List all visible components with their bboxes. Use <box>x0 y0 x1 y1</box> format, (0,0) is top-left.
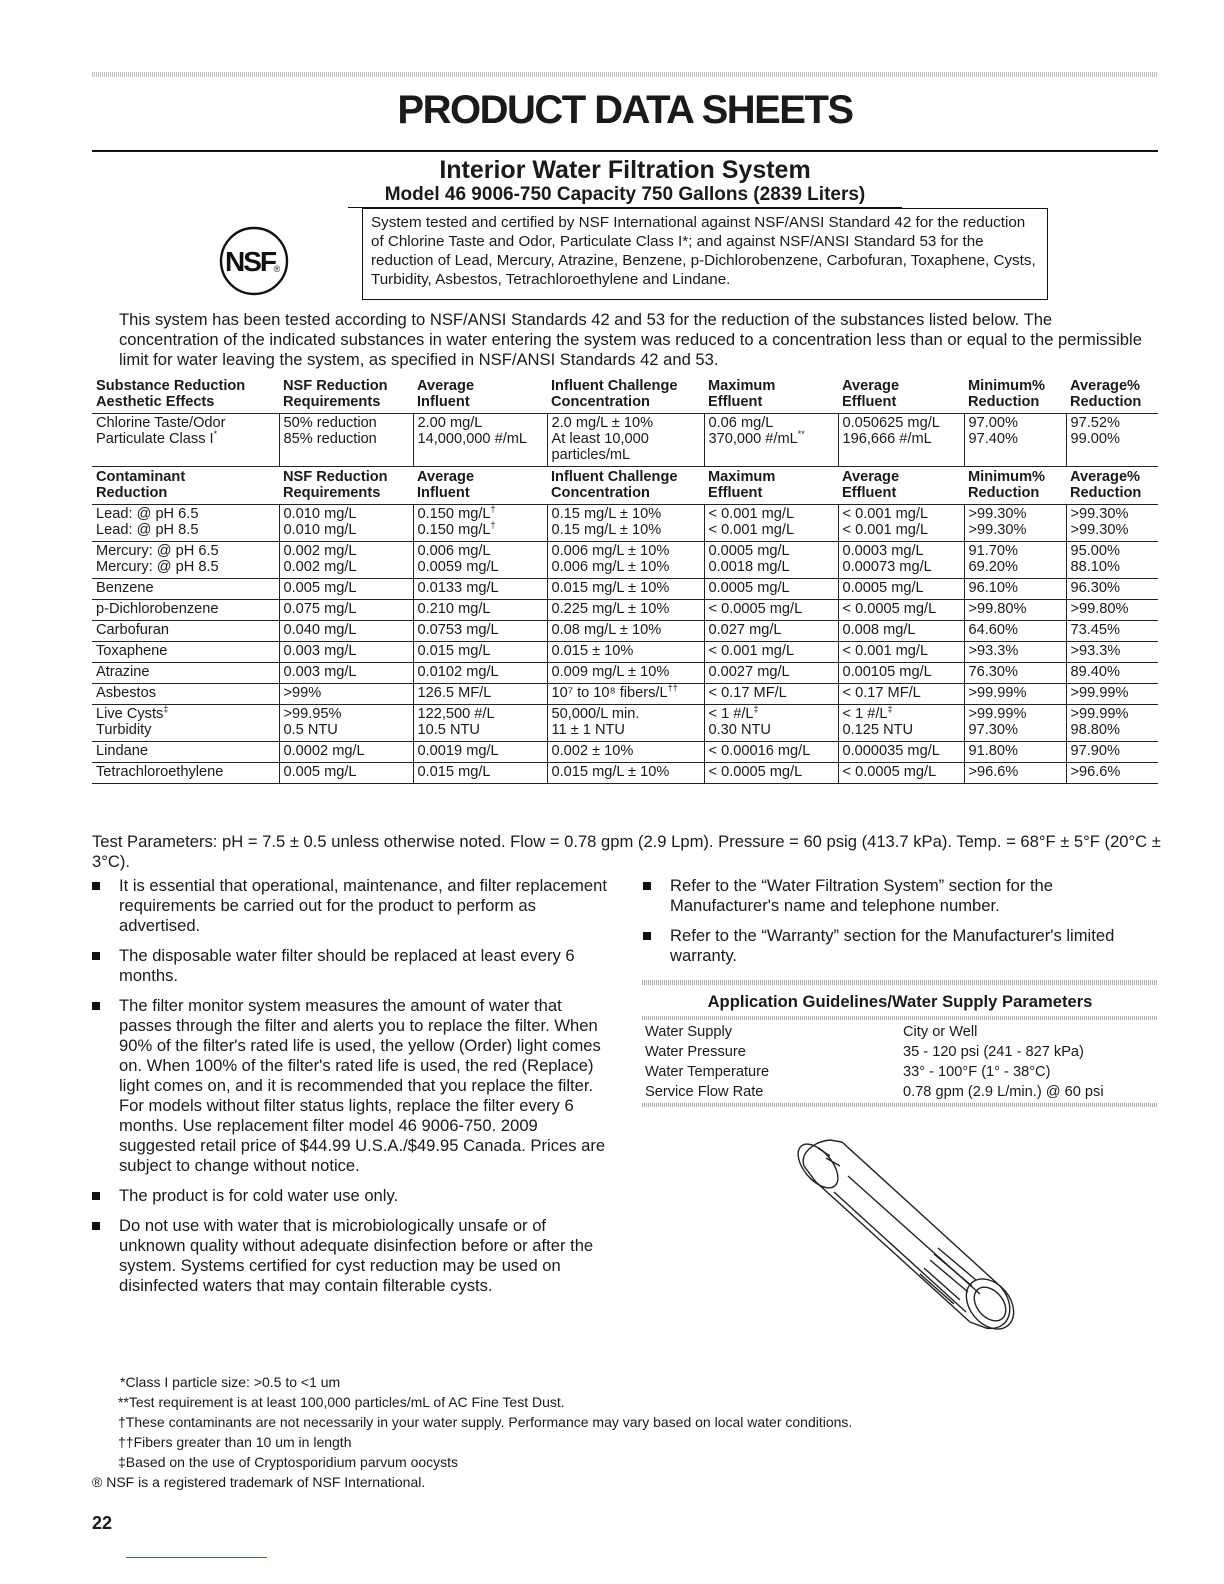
table-row-cell: 95.00% 88.10% <box>1066 542 1158 579</box>
table-row-cell: 0.0005 mg/L 0.0018 mg/L <box>704 542 838 579</box>
table-row-cell: 0.006 mg/L 0.0059 mg/L <box>413 542 547 579</box>
bullet-text: Do not use with water that is microbiologically unsafe or of unknown quality without adequate disinfection before or after the system. Systems certified for cyst reduction may be used on disinfected waters that may contain filterable cysts. <box>119 1216 594 1295</box>
table-row-cell: Asbestos <box>92 684 279 705</box>
application-cell: Water Supply <box>645 1024 733 1040</box>
application-cell: 35 - 120 psi (241 - 827 kPa) <box>903 1044 1084 1060</box>
table-row-cell: 126.5 MF/L <box>413 684 547 705</box>
table-row-cell: >93.3% <box>964 642 1066 663</box>
table-row-cell: 0.0102 mg/L <box>413 663 547 684</box>
table-header-row-cell: Average Effluent <box>838 376 964 414</box>
table-header-row-cell: Influent Challenge Concentration <box>547 467 704 505</box>
table-row-cell: 0.015 ± 10% <box>547 642 704 663</box>
table-row-cell: >96.6% <box>1066 763 1158 784</box>
nsf-logo-text: NSF <box>225 246 275 277</box>
table-row-cell: 0.050625 mg/L 196,666 #/mL <box>838 414 964 467</box>
table-row-cell: 0.0002 mg/L <box>279 742 413 763</box>
application-row <box>642 1042 1158 1062</box>
table-header-row-cell: Influent Challenge Concentration <box>547 376 704 414</box>
table-row-cell: >99.99% <box>964 684 1066 705</box>
table-row-cell: 0.150 mg/L† 0.150 mg/L† <box>413 505 547 542</box>
application-cell: City or Well <box>903 1024 978 1040</box>
table-row-cell: 122,500 #/L 10.5 NTU <box>413 705 547 742</box>
table-row-cell: 50% reduction 85% reduction <box>279 414 413 467</box>
table-row-cell: Carbofuran <box>92 621 279 642</box>
table-row-cell: Mercury: @ pH 6.5 Mercury: @ pH 8.5 <box>92 542 279 579</box>
table-row-cell: 0.0003 mg/L 0.00073 mg/L <box>838 542 964 579</box>
bullet-list-right <box>643 876 1163 976</box>
table-row-cell: >99.80% <box>1066 600 1158 621</box>
table-row-cell: 0.225 mg/L ± 10% <box>547 600 704 621</box>
footnote: †These contaminants are not necessarily in your water supply. Performance may vary based on local water conditions. <box>118 1414 853 1430</box>
table-row-cell: < 0.001 mg/L <box>838 642 964 663</box>
table-row <box>92 505 1158 542</box>
table-header-row-cell: NSF Reduction Requirements <box>279 467 413 505</box>
table-row-cell: 0.006 mg/L ± 10% 0.006 mg/L ± 10% <box>547 542 704 579</box>
table-row-cell: >99.30% >99.30% <box>964 505 1066 542</box>
table-row <box>92 600 1158 621</box>
square-bullet-icon <box>92 952 100 960</box>
footnotes <box>92 1372 1162 1492</box>
table-row-cell: 50,000/L min. 11 ± 1 NTU <box>547 705 704 742</box>
top-dotted-rule <box>92 72 1158 77</box>
table-row-cell: 97.00% 97.40% <box>964 414 1066 467</box>
bullet-item <box>92 996 607 1176</box>
table-row-cell: 0.000035 mg/L <box>838 742 964 763</box>
application-table <box>642 1022 1158 1102</box>
table-row-cell: Chlorine Taste/Odor Particulate Class I* <box>92 414 279 467</box>
table-header-row-cell: NSF Reduction Requirements <box>279 376 413 414</box>
table-row-cell: 97.52% 99.00% <box>1066 414 1158 467</box>
table-row-cell: < 0.00016 mg/L <box>704 742 838 763</box>
table-row-cell: 0.010 mg/L 0.010 mg/L <box>279 505 413 542</box>
certification-box: System tested and certified by NSF International against NSF/ANSI Standard 42 for the reduction of Chlorine Taste and Odor, Particulate Class I*; and against NSF/ANSI Standard 53 for the reduction of Lead, Mercury, Atrazine, Benzene, p-Dichlorobenzene, Carbofuran, Toxaphene, Cysts, Turbidity, Asbestos, Tetrachloroethylene and Lindane. <box>362 208 1048 300</box>
table-row <box>92 542 1158 579</box>
square-bullet-icon <box>92 1222 100 1230</box>
table-row-cell: 0.0019 mg/L <box>413 742 547 763</box>
table-row-cell: 0.009 mg/L ± 10% <box>547 663 704 684</box>
table-row-cell: < 0.001 mg/L < 0.001 mg/L <box>704 505 838 542</box>
table-header-row-cell: Minimum% Reduction <box>964 467 1066 505</box>
app-bottom-rule <box>642 1103 1158 1107</box>
table-row-cell: 0.027 mg/L <box>704 621 838 642</box>
table-row <box>92 621 1158 642</box>
table-row-cell: 0.015 mg/L ± 10% <box>547 579 704 600</box>
nsf-logo-mark: ® <box>273 264 281 274</box>
table-header-row-cell: Maximum Effluent <box>704 376 838 414</box>
bullet-item <box>643 926 1163 966</box>
table-header-row-cell: Average% Reduction <box>1066 467 1158 505</box>
table-row-cell: 0.008 mg/L <box>838 621 964 642</box>
table-row <box>92 763 1158 784</box>
bullet-text: Refer to the “Water Filtration System” section for the Manufacturer's name and telephone number. <box>670 876 1054 915</box>
table-row-cell: < 0.17 MF/L <box>838 684 964 705</box>
table-row-cell: < 1 #/L‡ 0.30 NTU <box>704 705 838 742</box>
table-row-cell: < 0.0005 mg/L <box>704 600 838 621</box>
table-row-cell: 0.015 mg/L ± 10% <box>547 763 704 784</box>
application-cell: 0.78 gpm (2.9 L/min.) @ 60 psi <box>903 1084 1104 1100</box>
application-row <box>642 1062 1158 1082</box>
table-row-cell: 97.90% <box>1066 742 1158 763</box>
table-row-cell: >99.30% >99.30% <box>1066 505 1158 542</box>
table-row-cell: Lindane <box>92 742 279 763</box>
square-bullet-icon <box>92 1002 100 1010</box>
bullet-text: Refer to the “Warranty” section for the Manufacturer's limited warranty. <box>670 926 1115 965</box>
table-header-row-cell: Minimum% Reduction <box>964 376 1066 414</box>
bullet-text: The filter monitor system measures the amount of water that passes through the filter and alerts you to replace the filter. When 90% of the filter's rated life is used, the yellow (Order) light comes on. When 100% of the filter's rated life is used, the red (Replace) light comes on, and it is recommended that you replace the filter. For models without filter status lights, replace the filter every 6 months. Use replacement filter model 46 9006-750. 2009 suggested retail price of $44.99 U.S.A./$49.95 Canada. Prices are subject to change without notice. <box>119 996 606 1175</box>
table-row-cell: 0.00105 mg/L <box>838 663 964 684</box>
table-header-row-cell: Average Influent <box>413 376 547 414</box>
table-row-cell: >96.6% <box>964 763 1066 784</box>
model-line: Model 46 9006-750 Capacity 750 Gallons (2839 Liters) <box>384 184 866 205</box>
footnote: ® NSF is a registered trademark of NSF International. <box>92 1474 426 1490</box>
table-row-cell: 0.002 mg/L 0.002 mg/L <box>279 542 413 579</box>
table-row-cell: 0.0005 mg/L <box>838 579 964 600</box>
table-row-cell: 73.45% <box>1066 621 1158 642</box>
table-row-cell: 0.003 mg/L <box>279 642 413 663</box>
table-row-cell: 96.10% <box>964 579 1066 600</box>
application-cell: Water Pressure <box>645 1044 746 1060</box>
footnote: **Test requirement is at least 100,000 particles/mL of AC Fine Test Dust. <box>118 1394 565 1410</box>
table-row-cell: 0.005 mg/L <box>279 763 413 784</box>
square-bullet-icon <box>92 882 100 890</box>
bullet-item <box>92 946 607 986</box>
table-row-cell: 10⁷ to 10⁸ fibers/L†† <box>547 684 704 705</box>
table-row-cell: 0.0133 mg/L <box>413 579 547 600</box>
table-row <box>92 684 1158 705</box>
bullet-item <box>92 1216 607 1296</box>
water-filter-cartridge-icon <box>790 1136 1030 1332</box>
table-row-cell: 0.08 mg/L ± 10% <box>547 621 704 642</box>
table-row-cell: 96.30% <box>1066 579 1158 600</box>
table-row-cell: 0.015 mg/L <box>413 642 547 663</box>
table-header-row-cell: Contaminant Reduction <box>92 467 279 505</box>
table-row-cell: Live Cysts‡ Turbidity <box>92 705 279 742</box>
table-row-cell: 2.00 mg/L 14,000,000 #/mL <box>413 414 547 467</box>
table-row-cell: 91.70% 69.20% <box>964 542 1066 579</box>
table-row-cell: < 0.001 mg/L < 0.001 mg/L <box>838 505 964 542</box>
table-row-cell: >99.99% 98.80% <box>1066 705 1158 742</box>
table-row-cell: >99.95% 0.5 NTU <box>279 705 413 742</box>
footnote: ‡Based on the use of Cryptosporidium parvum oocysts <box>118 1454 459 1470</box>
bullet-text: The disposable water filter should be replaced at least every 6 months. <box>119 946 575 985</box>
table-row-cell: 0.005 mg/L <box>279 579 413 600</box>
system-title: Interior Water Filtration System <box>439 156 811 184</box>
table-row-cell: 0.003 mg/L <box>279 663 413 684</box>
table-row-cell: 0.15 mg/L ± 10% 0.15 mg/L ± 10% <box>547 505 704 542</box>
table-row <box>92 579 1158 600</box>
bullet-item <box>92 876 607 936</box>
table-row-cell: 64.60% <box>964 621 1066 642</box>
bullet-list-left <box>92 876 607 1306</box>
footnote: ††Fibers greater than 10 um in length <box>118 1434 352 1450</box>
table-row <box>92 414 1158 467</box>
table-row-cell: >99.99% 97.30% <box>964 705 1066 742</box>
table-row-cell: Tetrachloroethylene <box>92 763 279 784</box>
table-row-cell: < 0.0005 mg/L <box>838 600 964 621</box>
table-row-cell: < 1 #/L‡ 0.125 NTU <box>838 705 964 742</box>
table-row-cell: Lead: @ pH 6.5 Lead: @ pH 8.5 <box>92 505 279 542</box>
table-row-cell: >99.80% <box>964 600 1066 621</box>
application-row <box>642 1022 1158 1042</box>
application-cell: Service Flow Rate <box>645 1084 764 1100</box>
app-top-rule <box>642 980 1158 985</box>
title-rule <box>92 150 1158 152</box>
nsf-logo-icon <box>219 226 289 296</box>
page-number: 22 <box>92 1513 113 1533</box>
table-row-cell: < 0.001 mg/L <box>704 642 838 663</box>
table-row-cell: 0.0005 mg/L <box>704 579 838 600</box>
table-row-cell: 0.0027 mg/L <box>704 663 838 684</box>
table-row-cell: < 0.0005 mg/L <box>838 763 964 784</box>
table-header-row <box>92 467 1158 505</box>
table-row-cell: 0.06 mg/L 370,000 #/mL** <box>704 414 838 467</box>
table-row <box>92 663 1158 684</box>
application-cell: Water Temperature <box>645 1064 770 1080</box>
intro-paragraph: This system has been tested according to NSF/ANSI Standards 42 and 53 for the reduction of the substances listed below. The concentration of the indicated substances in water entering the system was reduced to a concentration less than or equal to the permissible limit for water leaving the system, as specified in NSF/ANSI Standards 42 and 53. <box>119 310 1142 369</box>
table-row-cell: 0.015 mg/L <box>413 763 547 784</box>
table-row-cell: 2.0 mg/L ± 10% At least 10,000 particles/mL <box>547 414 704 467</box>
table-row-cell: 0.075 mg/L <box>279 600 413 621</box>
table-row-cell: Benzene <box>92 579 279 600</box>
bullet-item <box>643 876 1163 916</box>
table-row <box>92 642 1158 663</box>
table-row-cell: >99% <box>279 684 413 705</box>
test-parameters: Test Parameters: pH = 7.5 ± 0.5 unless otherwise noted. Flow = 0.78 gpm (2.9 Lpm). Pressure = 60 psig (413.7 kPa). Temp. = 68°F ± 5°F (20°C ± 3°C). <box>92 832 1161 871</box>
table-header-row <box>92 376 1158 414</box>
table-row-cell: p-Dichlorobenzene <box>92 600 279 621</box>
table-row <box>92 742 1158 763</box>
table-row-cell: 0.002 ± 10% <box>547 742 704 763</box>
table-row-cell: 0.210 mg/L <box>413 600 547 621</box>
table-row-cell: >99.99% <box>1066 684 1158 705</box>
table-row-cell: Toxaphene <box>92 642 279 663</box>
bottom-link-line <box>126 1557 267 1558</box>
table-row-cell: < 0.0005 mg/L <box>704 763 838 784</box>
reduction-table <box>92 376 1158 784</box>
square-bullet-icon <box>92 1192 100 1200</box>
application-cell: 33° - 100°F (1° - 38°C) <box>903 1064 1051 1080</box>
footnote: *Class I particle size: >0.5 to <1 um <box>120 1374 341 1390</box>
table-header-row-cell: Average% Reduction <box>1066 376 1158 414</box>
application-row <box>642 1082 1158 1102</box>
square-bullet-icon <box>643 932 651 940</box>
table-row-cell: < 0.17 MF/L <box>704 684 838 705</box>
bullet-text: The product is for cold water use only. <box>119 1186 399 1205</box>
table-row-cell: 89.40% <box>1066 663 1158 684</box>
bullet-text: It is essential that operational, maintenance, and filter replacement requirements be carried out for the product to perform as advertised. <box>119 876 607 935</box>
table-header-row-cell: Average Influent <box>413 467 547 505</box>
bullet-item <box>92 1186 607 1206</box>
square-bullet-icon <box>643 882 651 890</box>
table-row-cell: 0.0753 mg/L <box>413 621 547 642</box>
table-header-row-cell: Average Effluent <box>838 467 964 505</box>
table-header-row-cell: Maximum Effluent <box>704 467 838 505</box>
page-title: PRODUCT DATA SHEETS <box>397 88 853 132</box>
table-row <box>92 705 1158 742</box>
app-title-rule <box>642 1016 1158 1020</box>
table-row-cell: >93.3% <box>1066 642 1158 663</box>
table-header-row-cell: Substance Reduction Aesthetic Effects <box>92 376 279 414</box>
table-row-cell: 91.80% <box>964 742 1066 763</box>
application-title: Application Guidelines/Water Supply Parameters <box>707 992 1093 1011</box>
table-row-cell: Atrazine <box>92 663 279 684</box>
table-row-cell: 76.30% <box>964 663 1066 684</box>
table-row-cell: 0.040 mg/L <box>279 621 413 642</box>
